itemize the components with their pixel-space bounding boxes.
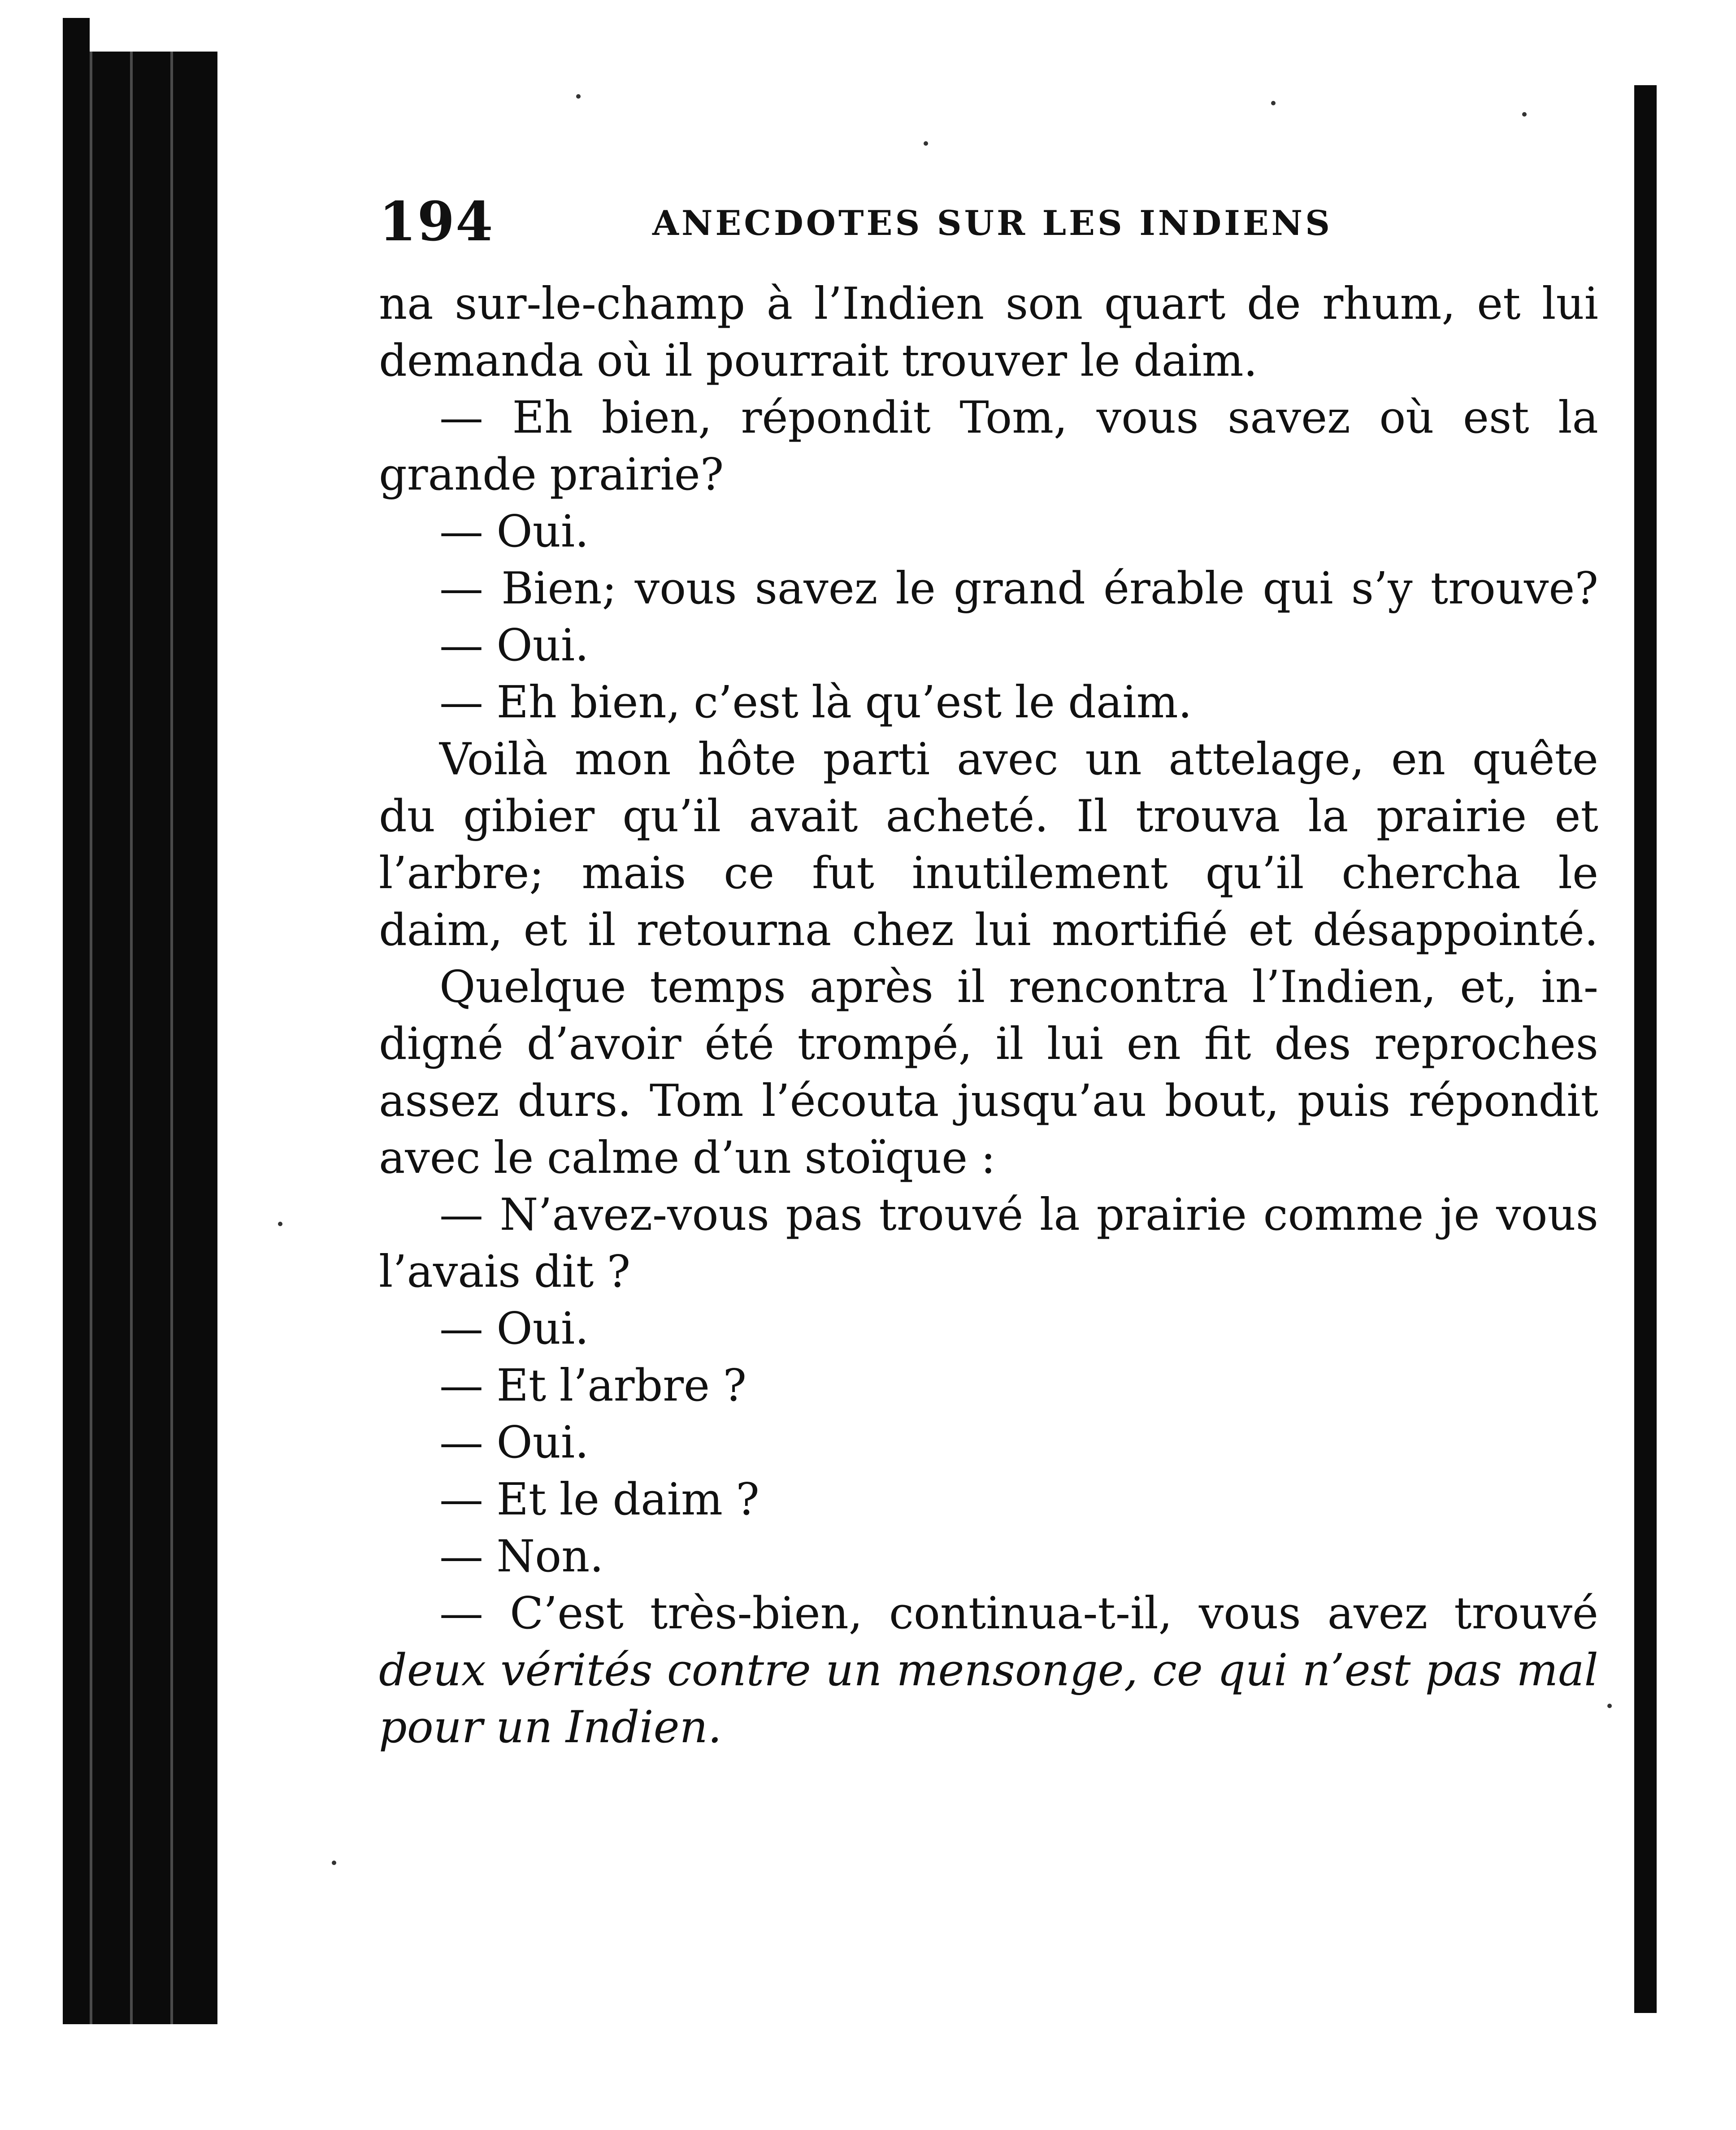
word: mensonge, [896,1645,1138,1696]
text-line [379,1016,1598,1073]
text-line [379,1244,1598,1301]
word: daim, [379,905,503,956]
word: le [559,1474,600,1525]
word: un [825,1645,882,1696]
word: — [439,392,483,443]
word: in- [1541,962,1598,1013]
word: temps [650,962,786,1013]
word: un [496,1702,553,1753]
word: Oui. [496,620,589,671]
text-line [379,1699,1598,1756]
word: continua-t-il, [889,1588,1172,1639]
word: très-bien, [650,1588,863,1639]
word: mais [582,848,686,899]
word: je [1440,1189,1480,1241]
word: prairie? [550,449,724,500]
word: et, [1460,962,1518,1013]
scan-speck [576,94,581,99]
word: gibier [463,791,595,842]
word: du [379,791,435,842]
word: et [1248,905,1293,956]
word: comme [1263,1189,1424,1241]
word: — [439,1189,483,1241]
word: en [1391,734,1445,785]
word: l’avais [379,1246,521,1297]
word: qui [1263,563,1333,614]
word: Indien. [565,1702,722,1753]
scan-streak [170,52,173,2024]
word: inutilement [911,848,1168,899]
word: il [957,962,985,1013]
word: il [995,1019,1024,1070]
word: en [1126,1019,1181,1070]
word: Tom [649,1076,744,1127]
word: — [439,563,483,614]
word: c’est [694,677,799,728]
word: grande [379,449,537,500]
word: trouver [902,335,1068,386]
scan-speck [1522,112,1527,117]
word: avez [1327,1588,1428,1639]
word: l’écouta [762,1076,939,1127]
text-line [379,1187,1598,1244]
word: N’avez-vous [499,1189,769,1241]
word: rencontra [1009,962,1228,1013]
page-header [379,188,1598,256]
word: de [1247,278,1301,330]
word: lui [1542,278,1598,330]
word: — [439,1303,483,1354]
word: Oui. [496,1417,589,1468]
word: Bien; [501,563,617,614]
word: le [1015,677,1055,728]
word: là [812,677,852,728]
word: son [1005,278,1083,330]
text-line [379,788,1598,845]
word: daim. [1133,335,1258,386]
word: chercha [1341,848,1521,899]
word: — [439,1531,483,1582]
word: répondit [741,392,931,443]
word: attelage, [1168,734,1365,785]
word: après [809,962,933,1013]
word: le [494,1132,534,1184]
word: pourrait [706,335,889,386]
text-line [379,560,1598,617]
word: — [439,1360,483,1411]
word: un [1085,734,1142,785]
word: dit [534,1246,594,1297]
word: le [895,563,936,614]
text-line [379,447,1598,503]
page-number: 194 [379,190,494,253]
word: où [596,335,651,386]
word: et [523,905,567,956]
word: stoïque [804,1132,968,1184]
word: calme [547,1132,680,1184]
word: — [439,677,483,728]
word: bout, [1164,1076,1280,1127]
word: avec [956,734,1059,785]
text-line [379,1073,1598,1130]
word: contre [667,1645,811,1696]
word: chez [852,905,954,956]
word: durs. [517,1076,632,1127]
word: à [766,278,793,330]
text-line [379,617,1598,674]
word: pas [786,1189,863,1241]
word: — [439,506,483,557]
text-line [379,276,1598,333]
scan-speck [924,141,928,146]
word: Et [496,1474,547,1525]
text-line [379,1130,1598,1187]
word: assez [379,1076,499,1127]
word: Oui. [496,1303,589,1354]
word: vous [1198,1588,1301,1639]
word: jusqu’au [957,1076,1147,1127]
word: Non. [496,1531,604,1582]
text-line [379,333,1598,390]
scan-streak [130,52,133,2024]
word: daim [612,1474,723,1525]
word: est [1463,392,1529,443]
word: l’Indien, [1252,962,1437,1013]
word: mon [574,734,671,785]
word: C’est [510,1588,624,1639]
word: puis [1297,1076,1391,1127]
word: été [704,1019,774,1070]
running-head: ANECDOTES SUR LES INDIENS [652,203,1333,243]
scan-speck [1271,101,1276,105]
word: vous [1496,1189,1598,1241]
word: qu’il [1205,848,1304,899]
word: mortifié [1051,905,1228,956]
word: retourna [636,905,832,956]
word: la [1308,791,1349,842]
scan-binding-edge [63,52,217,2024]
scan-speck [278,1222,282,1226]
word: la [1040,1189,1080,1241]
word: ? [736,1474,760,1525]
text-line [379,1471,1598,1528]
word: Tom, [959,392,1068,443]
scan-streak [90,52,92,2024]
word: le [1080,335,1120,386]
word: Il [1076,791,1108,842]
word: bien, [570,677,681,728]
word: hôte [698,734,796,785]
word: le [1558,848,1598,899]
word: désappointé. [1313,905,1598,956]
word: où [1379,392,1434,443]
word: qu’il [622,791,721,842]
word: Voilà [439,734,548,785]
text-line [379,731,1598,788]
word: qu’est [865,677,1002,728]
word: grand [953,563,1085,614]
body-text [379,276,1598,1756]
word: acheté. [885,791,1049,842]
text-line [379,1642,1598,1699]
word: rhum, [1322,278,1456,330]
word: l’Indien [814,278,985,330]
word: — [439,620,483,671]
word: : [981,1132,996,1184]
word: Et [496,1360,547,1411]
word: vérités [500,1645,653,1696]
word: na [379,278,434,330]
word: prairie [1096,1189,1247,1241]
word: trouve? [1430,563,1598,614]
word: — [439,1588,483,1639]
word: des [1274,1019,1351,1070]
text-line [379,1585,1598,1642]
word: deux [379,1645,486,1696]
word: qui [1217,1645,1288,1696]
word: et [1554,791,1598,842]
word: d’un [692,1132,791,1184]
scan-right-edge [1634,85,1657,2013]
word: fut [812,848,874,899]
word: trouva [1136,791,1280,842]
word: digné [379,1019,503,1070]
word: demanda [379,335,584,386]
word: lui [1047,1019,1103,1070]
text-line [379,390,1598,447]
word: et [1477,278,1521,330]
word: reproches [1374,1019,1598,1070]
word: parti [823,734,930,785]
word: Quelque [439,962,626,1013]
word: il [664,335,693,386]
word: érable [1103,563,1245,614]
text-line [379,1358,1598,1414]
word: daim. [1068,677,1192,728]
word: bien, [601,392,712,443]
word: répondit [1408,1076,1598,1127]
text-line [379,845,1598,902]
word: pas [1425,1645,1502,1696]
text-line [379,674,1598,731]
word: fit [1204,1019,1251,1070]
word: sur-le-champ [455,278,746,330]
word: l’arbre [559,1360,710,1411]
word: il [587,905,616,956]
word: — [439,1474,483,1525]
scan-speck [332,1861,336,1865]
word: ce [1152,1645,1203,1696]
word: trompé, [797,1019,972,1070]
scan-speck [1607,1704,1612,1708]
word: n’est [1302,1645,1411,1696]
text-line [379,503,1598,560]
word: mal [1516,1645,1598,1696]
text-line [379,902,1598,959]
text-line [379,1414,1598,1471]
word: ? [723,1360,746,1411]
word: la [1558,392,1598,443]
word: d’avoir [526,1019,681,1070]
word: Eh [512,392,573,443]
word: s’y [1351,563,1413,614]
word: Eh [496,677,557,728]
word: vous [1096,392,1199,443]
word: quête [1472,734,1598,785]
word: quart [1104,278,1226,330]
word: Oui. [496,506,589,557]
word: savez [755,563,878,614]
word: lui [974,905,1031,956]
word: ce [724,848,775,899]
word: prairie [1376,791,1527,842]
word: pour [379,1702,483,1753]
word: l’arbre; [379,848,544,899]
word: trouvé [1454,1588,1598,1639]
word: ? [607,1246,631,1297]
word: vous [634,563,737,614]
word: savez [1228,392,1350,443]
word: avec [379,1132,481,1184]
word: avait [749,791,858,842]
word: — [439,1417,483,1468]
word: trouvé [879,1189,1024,1241]
text-line [379,959,1598,1016]
text-line [379,1301,1598,1358]
text-line [379,1528,1598,1585]
